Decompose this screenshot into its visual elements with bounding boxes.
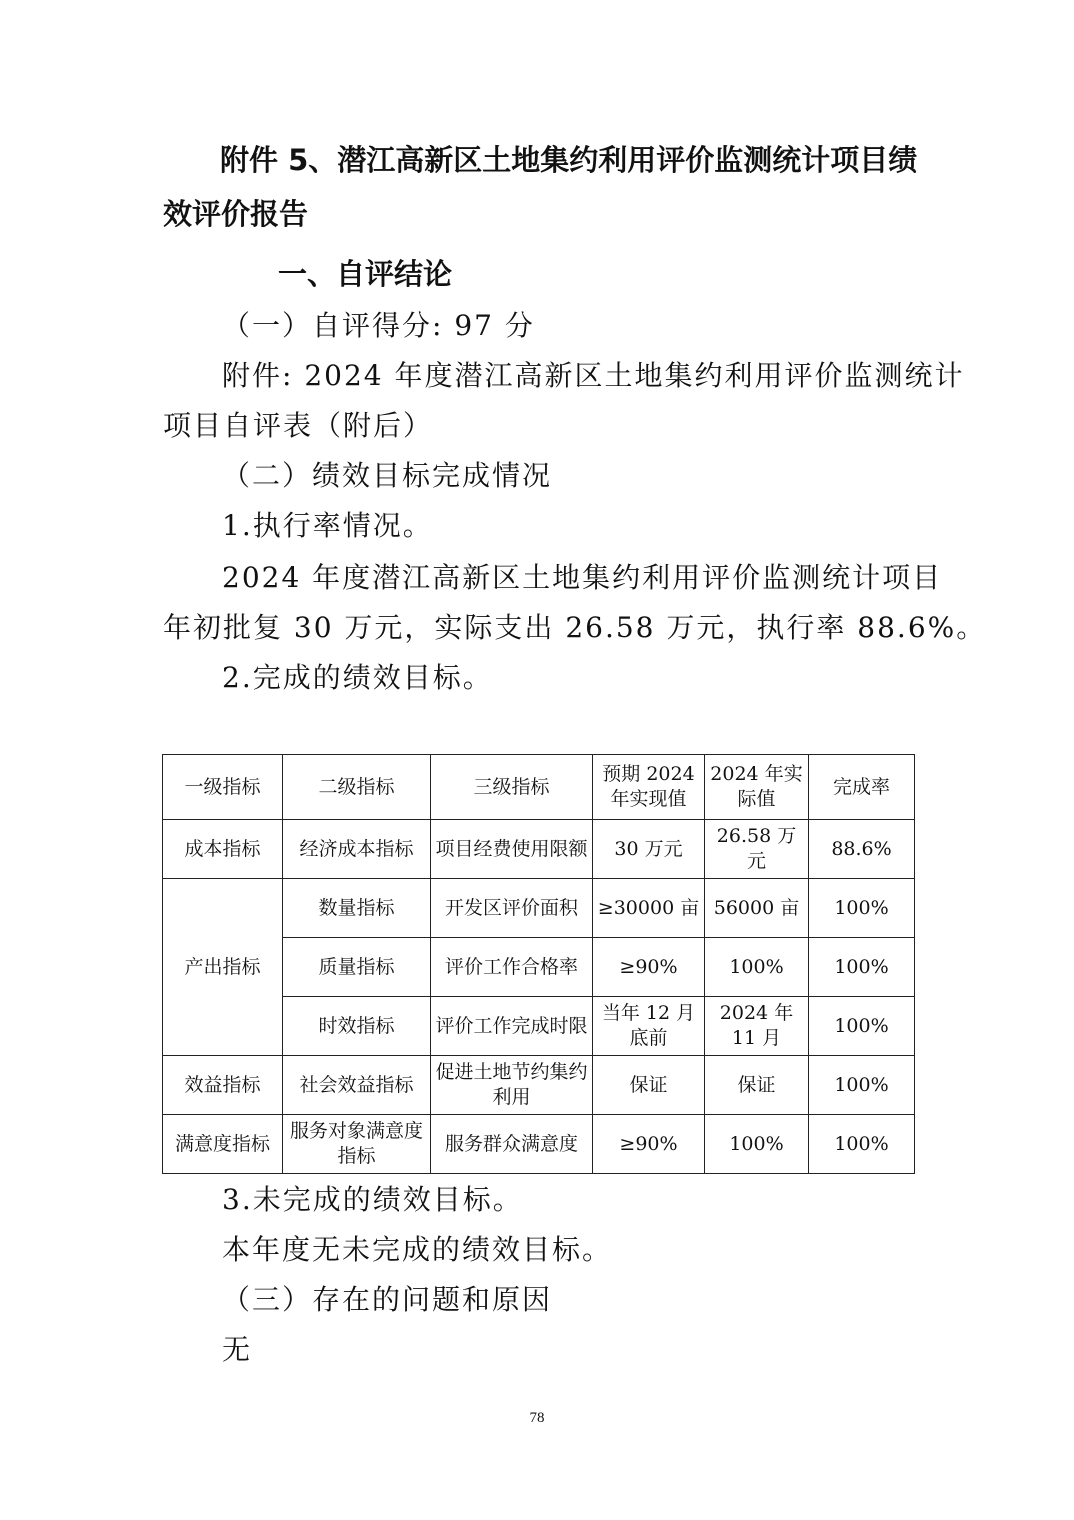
cell-level2: 社会效益指标 (283, 1056, 431, 1115)
subheading-problems: （三）存在的问题和原因 (222, 1283, 553, 1316)
cell-rate: 100% (809, 1056, 915, 1115)
execution-text-line-2: 年初批复 30 万元，实际支出 26.58 万元，执行率 88.6%。 (163, 611, 987, 644)
problems-text: 无 (222, 1333, 253, 1366)
cell-level1: 产出指标 (163, 879, 283, 1056)
report-title-line-2: 效评价报告 (163, 197, 309, 231)
header-actual: 2024 年实际值 (705, 755, 809, 820)
uncompleted-goals-text: 本年度无未完成的绩效目标。 (222, 1233, 613, 1266)
cell-actual: 100% (705, 938, 809, 997)
cell-level3: 开发区评价面积 (431, 879, 593, 938)
cell-rate: 100% (809, 879, 915, 938)
header-expected: 预期 2024 年实现值 (593, 755, 705, 820)
cell-expected: ≥90% (593, 1115, 705, 1174)
cell-level2: 时效指标 (283, 997, 431, 1056)
table-row (163, 820, 915, 879)
cell-level3: 促进土地节约集约利用 (431, 1056, 593, 1115)
cell-actual: 保证 (705, 1056, 809, 1115)
performance-table (162, 754, 915, 1174)
table-row (163, 879, 915, 938)
section-heading-conclusion: 一、自评结论 (278, 257, 453, 291)
cell-actual: 56000 亩 (705, 879, 809, 938)
item-uncompleted-goals: 3.未完成的绩效目标。 (222, 1183, 523, 1216)
cell-level3: 项目经费使用限额 (431, 820, 593, 879)
cell-rate: 88.6% (809, 820, 915, 879)
cell-expected: 保证 (593, 1056, 705, 1115)
table-header-row (163, 755, 915, 820)
cell-expected: 当年 12 月底前 (593, 997, 705, 1056)
cell-rate: 100% (809, 938, 915, 997)
subheading-goal-completion: （二）绩效目标完成情况 (222, 459, 553, 492)
item-execution-rate: 1.执行率情况。 (222, 509, 433, 542)
cell-level3: 服务群众满意度 (431, 1115, 593, 1174)
attachment-line-1: 附件: 2024 年度潜江高新区土地集约利用评价监测统计 (222, 359, 965, 392)
item-completed-goals: 2.完成的绩效目标。 (222, 661, 493, 694)
cell-actual: 26.58 万元 (705, 820, 809, 879)
header-level1: 一级指标 (163, 755, 283, 820)
cell-rate: 100% (809, 1115, 915, 1174)
header-rate: 完成率 (809, 755, 915, 820)
cell-level2: 质量指标 (283, 938, 431, 997)
table-row (163, 1115, 915, 1174)
attachment-line-2: 项目自评表（附后） (163, 409, 434, 442)
cell-expected: 30 万元 (593, 820, 705, 879)
cell-expected: ≥30000 亩 (593, 879, 705, 938)
cell-rate: 100% (809, 997, 915, 1056)
page-number: 78 (529, 1410, 545, 1426)
cell-level1: 满意度指标 (163, 1115, 283, 1174)
self-score-line: （一）自评得分: 97 分 (222, 309, 535, 342)
cell-actual: 2024 年 11 月 (705, 997, 809, 1056)
header-level3: 三级指标 (431, 755, 593, 820)
cell-level2: 数量指标 (283, 879, 431, 938)
header-level2: 二级指标 (283, 755, 431, 820)
cell-level3: 评价工作完成时限 (431, 997, 593, 1056)
cell-level1: 效益指标 (163, 1056, 283, 1115)
cell-level1: 成本指标 (163, 820, 283, 879)
report-title-line-1: 附件 5、潜江高新区土地集约利用评价监测统计项目绩 (220, 143, 918, 177)
execution-text-line-1: 2024 年度潜江高新区土地集约利用评价监测统计项目 (222, 561, 943, 594)
table-row (163, 1056, 915, 1115)
cell-actual: 100% (705, 1115, 809, 1174)
cell-level2: 经济成本指标 (283, 820, 431, 879)
cell-expected: ≥90% (593, 938, 705, 997)
cell-level3: 评价工作合格率 (431, 938, 593, 997)
cell-level2: 服务对象满意度指标 (283, 1115, 431, 1174)
